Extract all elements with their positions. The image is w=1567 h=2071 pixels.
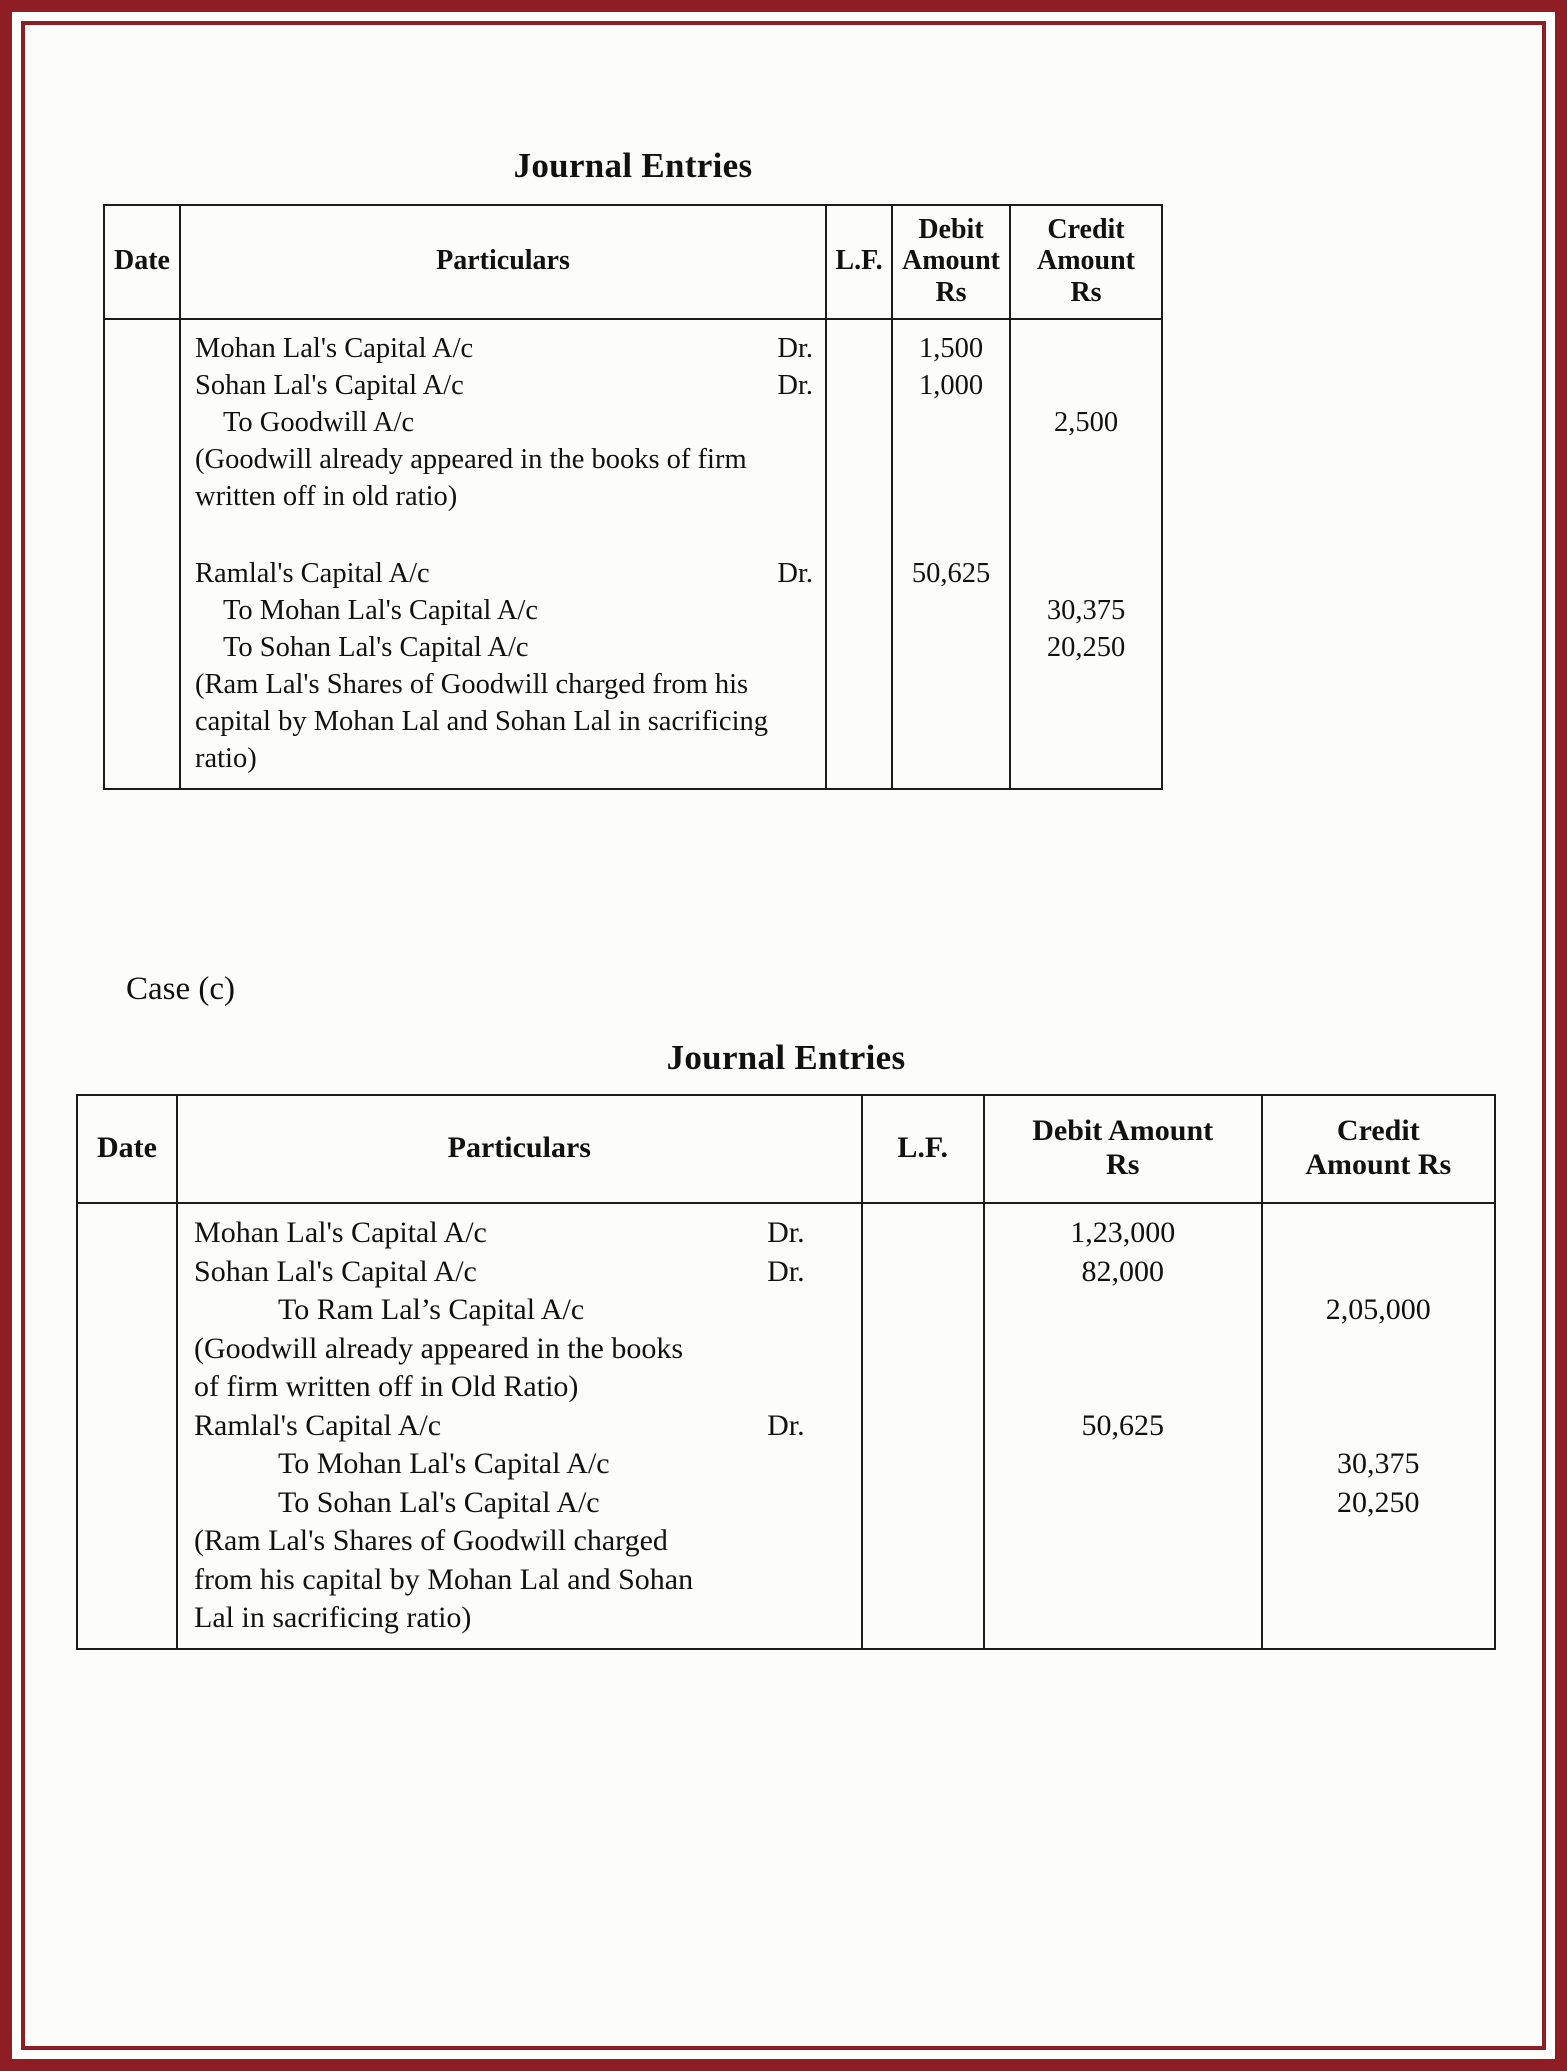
table2-header-row [77, 1095, 1495, 1203]
amount-value: 82,000 [1081, 1254, 1164, 1288]
particulars-text: capital by Mohan Lal and Sohan Lal in sacrificing [195, 706, 768, 738]
particulars-line [194, 1561, 855, 1600]
entry-gap [195, 515, 819, 555]
dr-marker: Dr. [767, 1254, 805, 1288]
particulars-line [195, 330, 819, 367]
entry-gap [1019, 515, 1153, 555]
table2-debit-lines [993, 1214, 1253, 1638]
dr-marker: Dr. [767, 1408, 805, 1442]
particulars-line [195, 703, 819, 740]
particulars-text: Ramlal's Capital A/c [194, 1408, 442, 1442]
document-sheet [26, 26, 1541, 2045]
amount-value: 20,250 [1337, 1485, 1420, 1519]
table1-col-lf: L.F. [826, 205, 892, 319]
table1-col-credit-line3: Rs [1070, 276, 1102, 308]
table2-credit-cell [1262, 1203, 1495, 1649]
amount-value: 30,375 [1046, 595, 1126, 626]
particulars-text: written off in old ratio) [195, 481, 458, 513]
table2-col-credit-line1: Credit [1336, 1114, 1420, 1148]
journal-table-2 [76, 1094, 1496, 1650]
table2-title: Journal Entries [666, 1038, 906, 1077]
table2-col-debit-line1: Debit Amount [1032, 1114, 1214, 1148]
table2-credit-lines [1271, 1214, 1486, 1638]
table1-col-particulars: Particulars [180, 205, 826, 319]
particulars-text: (Goodwill already appeared in the books [194, 1331, 684, 1365]
particulars-text: To Sohan Lal's Capital A/c [223, 632, 529, 664]
table1-credit-cell [1010, 319, 1162, 789]
particulars-text: (Goodwill already appeared in the books of firm [195, 444, 747, 476]
particulars-text: Sohan Lal's Capital A/c [194, 1254, 477, 1288]
document-content [26, 26, 1541, 2045]
dr-marker: Dr. [777, 558, 813, 590]
table1-header-row [104, 205, 1162, 319]
particulars-line [194, 1407, 855, 1446]
table1-col-debit-amount [892, 205, 1010, 319]
table1-lf-cell [826, 319, 892, 789]
particulars-line [194, 1291, 855, 1330]
table1-title: Journal Entries [513, 146, 753, 185]
journal-entries-section-2 [76, 1038, 1496, 1650]
particulars-text: of firm written off in Old Ratio) [194, 1370, 579, 1404]
table-row [104, 319, 1162, 789]
table2-col-date: Date [77, 1095, 177, 1203]
table-row [77, 1203, 1495, 1649]
amount-value: 1,000 [918, 370, 984, 401]
dr-marker: Dr. [767, 1216, 805, 1249]
table1-body [104, 319, 1162, 789]
particulars-text: To Mohan Lal's Capital A/c [223, 595, 539, 627]
table2-header [77, 1095, 1495, 1203]
particulars-text: from his capital by Mohan Lal and Sohan [194, 1562, 694, 1596]
particulars-text: Ramlal's Capital A/c [195, 558, 430, 590]
particulars-text: (Ram Lal's Shares of Goodwill charged from his [195, 669, 749, 701]
table2-particulars-lines [194, 1214, 855, 1638]
table1-col-debit-line2: Amount [901, 245, 1000, 277]
particulars-line [194, 1330, 855, 1369]
case-label: Case (c) [126, 971, 236, 1007]
amount-value: 2,500 [1053, 407, 1119, 438]
particulars-line [195, 367, 819, 404]
particulars-line [194, 1599, 855, 1638]
amount-value: 1,500 [918, 333, 984, 364]
particulars-line [194, 1522, 855, 1561]
table2-col-debit-line2: Rs [1106, 1148, 1140, 1181]
table1-date-cell [104, 319, 180, 789]
particulars-text: To Mohan Lal's Capital A/c [278, 1447, 610, 1481]
amount-value: 50,625 [1081, 1408, 1164, 1442]
particulars-line [194, 1368, 855, 1407]
amount-value: 1,23,000 [1070, 1216, 1176, 1249]
dr-marker: Dr. [777, 333, 813, 364]
table1-particulars-lines [195, 330, 819, 778]
table2-col-credit-line2: Amount Rs [1305, 1148, 1452, 1181]
amount-value: 20,250 [1046, 632, 1126, 663]
table1-col-credit-amount [1010, 205, 1162, 319]
table1-particulars-cell [180, 319, 826, 789]
table1-debit-cell [892, 319, 1010, 789]
dr-marker: Dr. [777, 370, 813, 402]
particulars-line [194, 1484, 855, 1523]
amount-value: 30,375 [1337, 1447, 1420, 1480]
table2-debit-cell [984, 1203, 1262, 1649]
table1-col-date: Date [104, 205, 180, 319]
table2-date-cell [77, 1203, 177, 1649]
particulars-text: To Ram Lal’s Capital A/c [278, 1293, 585, 1327]
particulars-line [195, 629, 819, 666]
particulars-line [195, 404, 819, 441]
particulars-line [195, 740, 819, 777]
particulars-line [195, 666, 819, 703]
table2-body [77, 1203, 1495, 1649]
particulars-line [195, 441, 819, 478]
table2-col-debit-amount [984, 1095, 1262, 1203]
table2-lf-cell [862, 1203, 984, 1649]
table1-col-credit-line1: Credit [1047, 213, 1125, 245]
particulars-text: Sohan Lal's Capital A/c [195, 370, 464, 402]
particulars-line [195, 478, 819, 515]
amount-value: 2,05,000 [1325, 1293, 1431, 1326]
particulars-text: To Goodwill A/c [223, 407, 415, 439]
particulars-text: To Sohan Lal's Capital A/c [278, 1485, 600, 1519]
table2-particulars-cell [177, 1203, 862, 1649]
table1-header [104, 205, 1162, 319]
particulars-line [195, 555, 819, 592]
amount-value: 50,625 [911, 558, 991, 589]
particulars-text: Lal in sacrificing ratio) [194, 1601, 472, 1635]
table1-col-debit-line3: Rs [935, 276, 967, 308]
particulars-line [194, 1253, 855, 1292]
particulars-line [194, 1214, 855, 1253]
table2-col-lf: L.F. [862, 1095, 984, 1203]
particulars-text: ratio) [195, 743, 257, 775]
particulars-line [195, 592, 819, 629]
journal-table-1 [103, 204, 1163, 790]
particulars-line [194, 1445, 855, 1484]
particulars-text: Mohan Lal's Capital A/c [194, 1216, 487, 1249]
table2-col-particulars: Particulars [177, 1095, 862, 1203]
particulars-text: Mohan Lal's Capital A/c [195, 333, 474, 364]
journal-entries-section-1 [103, 146, 1163, 790]
table2-col-credit-amount [1262, 1095, 1495, 1203]
table1-credit-lines [1019, 330, 1153, 777]
particulars-text: (Ram Lal's Shares of Goodwill charged [194, 1524, 668, 1558]
entry-gap [901, 515, 1001, 555]
table1-col-credit-line2: Amount [1036, 245, 1135, 277]
table1-col-debit-line1: Debit [918, 213, 984, 245]
table1-debit-lines [901, 330, 1001, 777]
